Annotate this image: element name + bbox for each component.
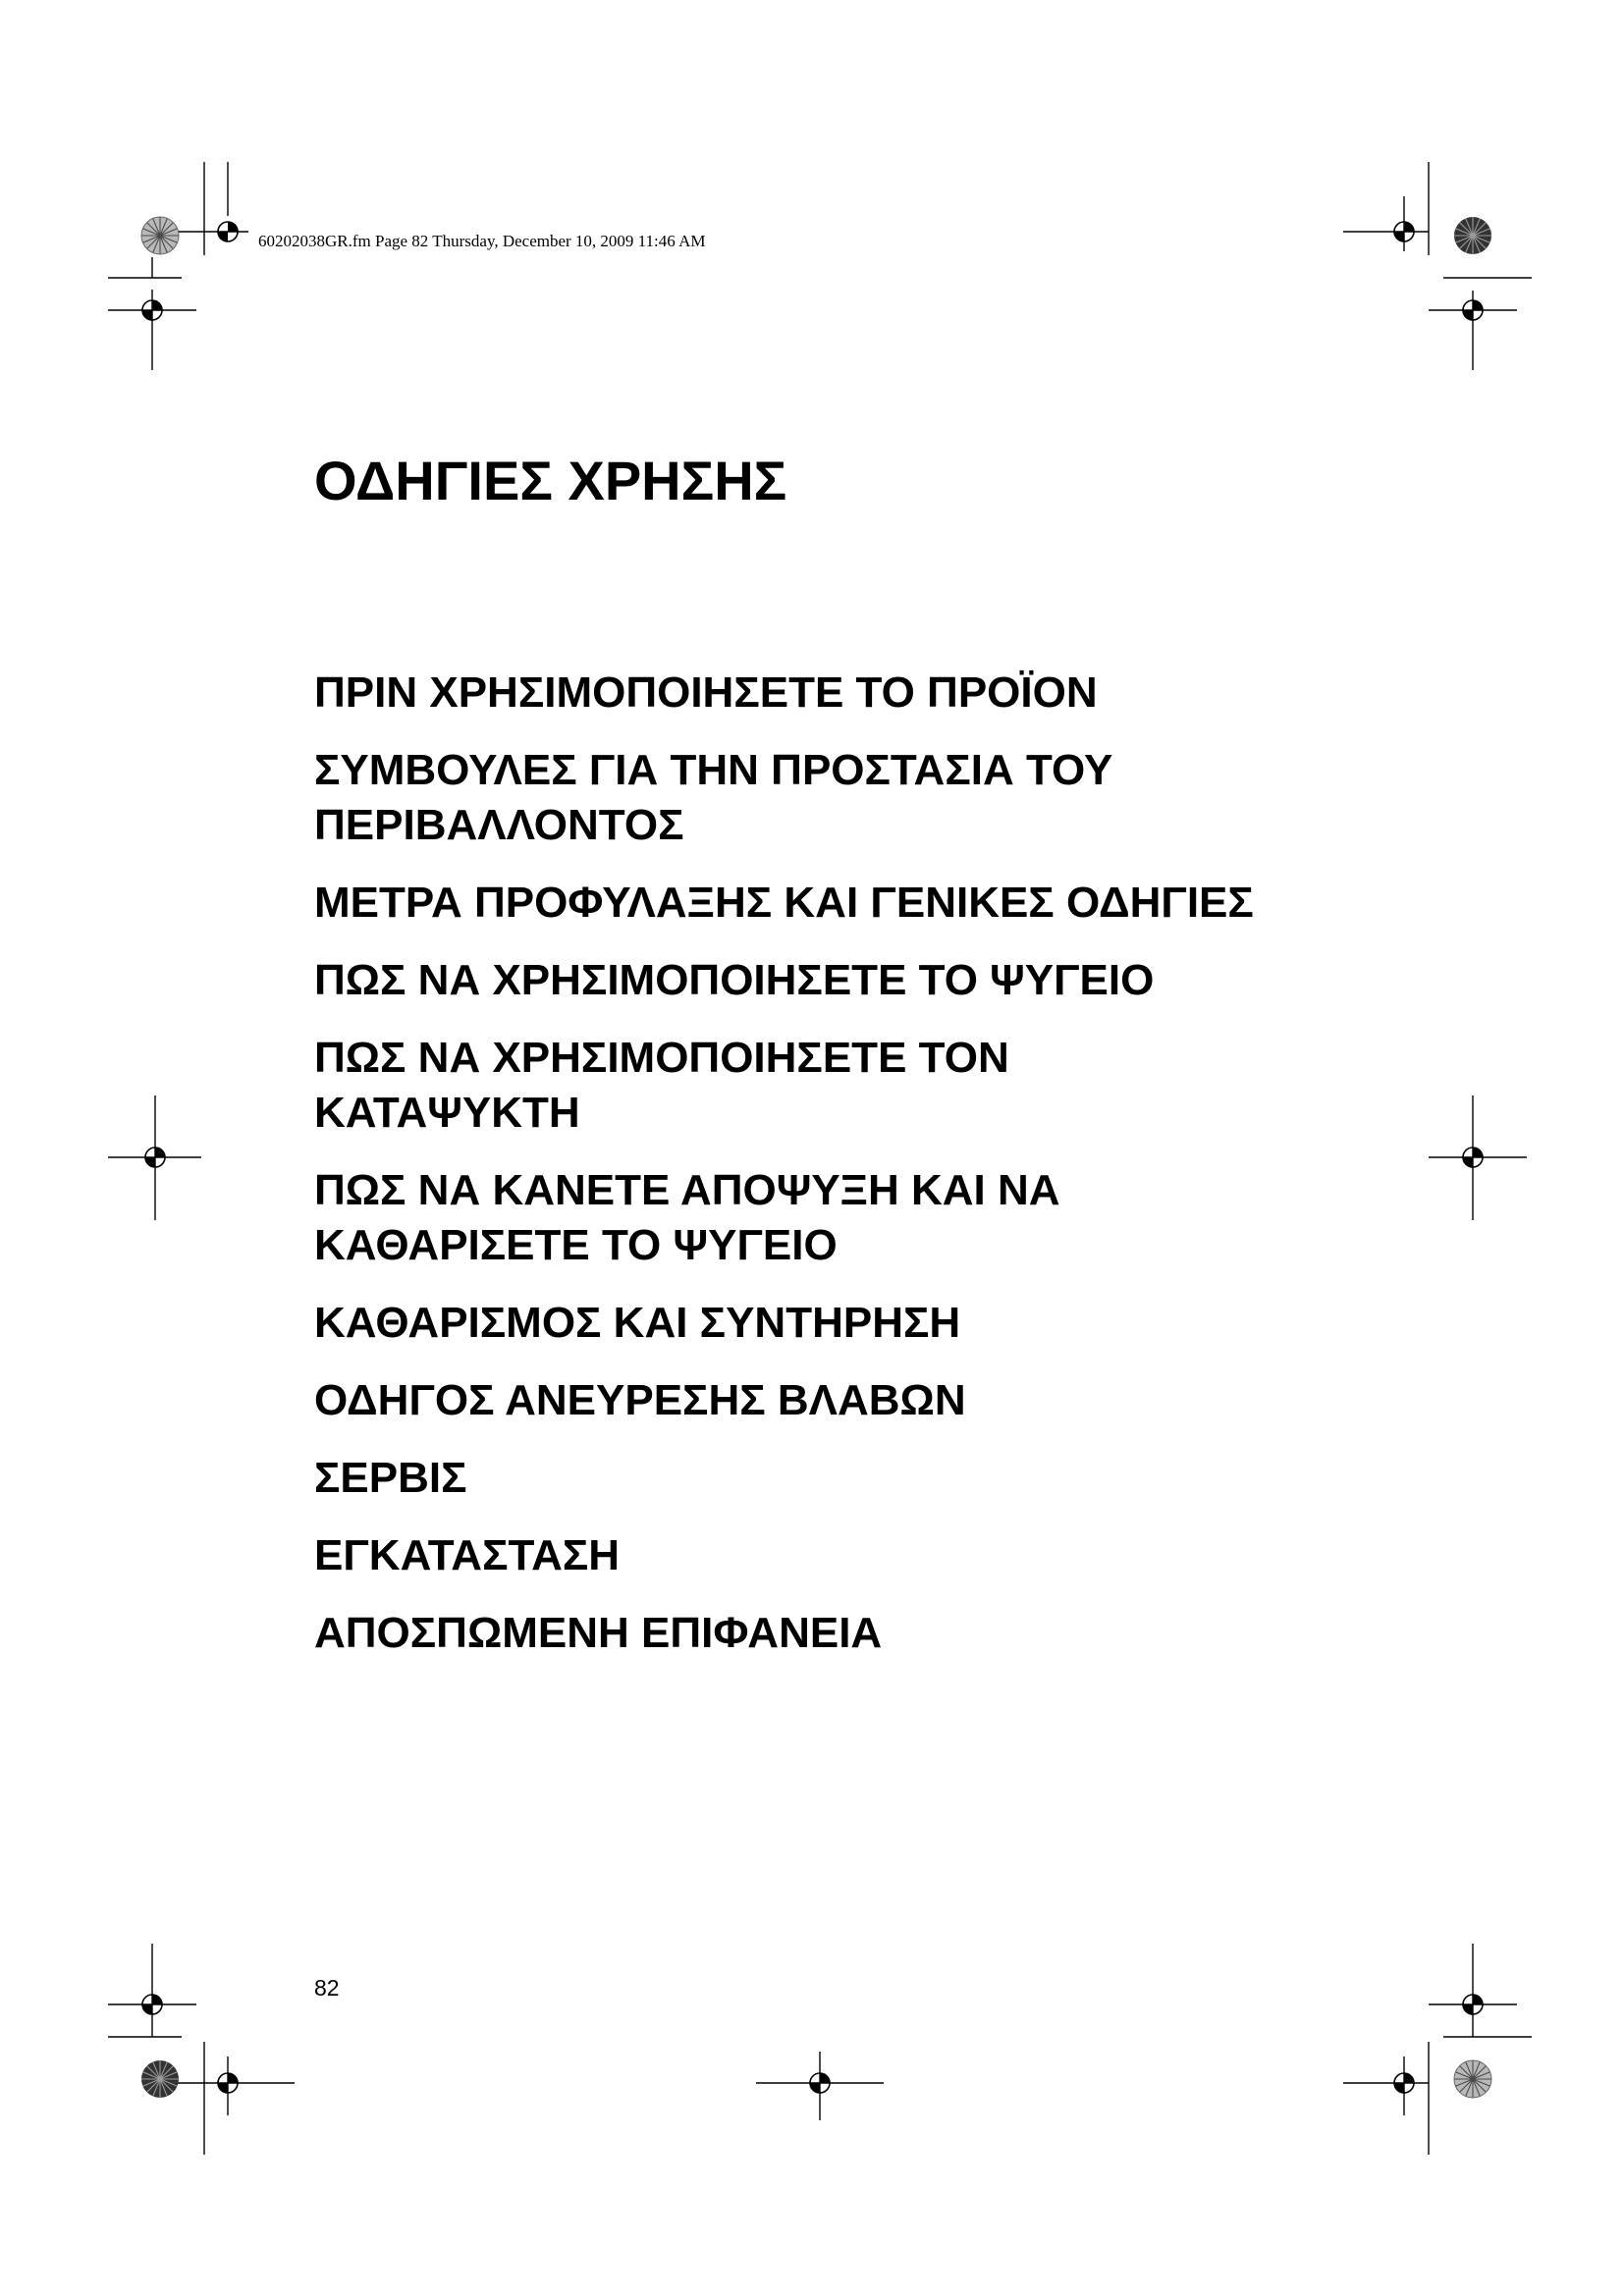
registration-crosshair-icon	[218, 2073, 238, 2093]
registration-crosshair-icon	[218, 222, 238, 241]
toc-item: ΚΑΘΑΡΙΣΜΟΣ ΚΑΙ ΣΥΝΤΗΡΗΣΗ	[314, 1299, 961, 1347]
toc-item: ΕΓΚΑΤΑΣΤΑΣΗ	[314, 1531, 621, 1579]
registration-star-light-icon	[1454, 2060, 1491, 2098]
file-header: 60202038GR.fm Page 82 Thursday, December 10, 2009 11:46 AM	[258, 232, 706, 250]
toc-item: ΠΩΣ ΝΑ ΧΡΗΣΙΜΟΠΟΙΗΣΕΤΕ ΤΟ ΨΥΓΕΙΟ	[314, 956, 1155, 1004]
registration-crosshair-icon	[145, 1148, 165, 1167]
registration-crosshair-icon	[1394, 222, 1414, 241]
registration-crosshair-icon	[1463, 300, 1483, 320]
toc-item: ΟΔΗΓΟΣ ΑΝΕΥΡΕΣΗΣ ΒΛΑΒΩΝ	[314, 1376, 966, 1424]
registration-crosshair-icon	[142, 1995, 162, 2014]
toc-item: ΜΕΤΡΑ ΠΡΟΦΥΛΑΞΗΣ ΚΑΙ ΓΕΝΙΚΕΣ ΟΔΗΓΙΕΣ	[314, 879, 1254, 927]
registration-crosshair-icon	[1463, 1995, 1483, 2014]
registration-star-dark-icon	[1454, 217, 1491, 254]
registration-crosshair-icon	[810, 2073, 830, 2093]
registration-crosshair-icon	[1463, 1148, 1483, 1167]
registration-crosshair-icon	[142, 300, 162, 320]
toc-item: ΠΩΣ ΝΑ ΚΑΝΕΤΕ ΑΠΟΨΥΞΗ ΚΑΙ ΝΑ ΚΑΘΑΡΙΣΕΤΕ ΤΟ ΨΥΓΕΙΟ	[314, 1166, 1060, 1269]
registration-star-dark-icon	[141, 2060, 179, 2098]
page-title: ΟΔΗΓΙΕΣ ΧΡΗΣΗΣ	[314, 450, 787, 511]
registration-crosshair-icon	[1394, 2073, 1414, 2093]
toc-item: ΠΩΣ ΝΑ ΧΡΗΣΙΜΟΠΟΙΗΣΕΤΕ ΤΟΝ ΚΑΤΑΨΥΚΤΗ	[314, 1034, 1009, 1137]
toc-item: ΣΕΡΒΙΣ	[314, 1454, 467, 1502]
toc-item: ΠΡΙΝ ΧΡΗΣΙΜΟΠΟΙΗΣΕΤΕ ΤΟ ΠΡΟΪΟΝ	[314, 668, 1098, 717]
toc-item: ΣΥΜΒΟΥΛΕΣ ΓΙΑ ΤΗΝ ΠΡΟΣΤΑΣΙΑ ΤΟΥ ΠΕΡΙΒΑΛΛΟΝΤΟΣ	[314, 746, 1113, 849]
toc-item: ΑΠΟΣΠΩΜΕΝΗ ΕΠΙΦΑΝΕΙΑ	[314, 1609, 883, 1657]
page-number: 82	[314, 1975, 340, 2001]
table-of-contents	[314, 666, 1257, 1683]
registration-star-light-icon	[141, 217, 179, 254]
